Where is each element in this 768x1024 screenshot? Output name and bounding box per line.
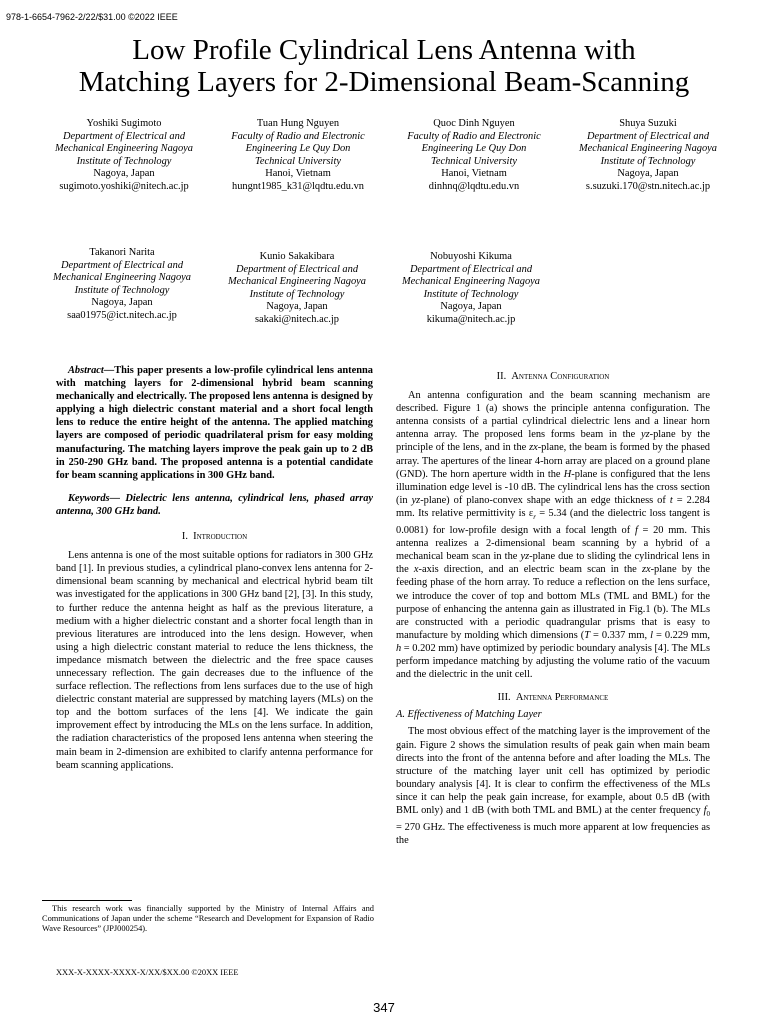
section-heading-configuration <box>396 370 710 383</box>
author-affiliation: Faculty of Radio and Electronic Engineering Le Quy Don Technical University <box>407 130 541 167</box>
author-location: Hanoi, Vietnam <box>265 168 331 180</box>
author-location: Hanoi, Vietnam <box>441 168 507 180</box>
author-email[interactable]: sugimoto.yoshiki@nitech.ac.jp <box>59 180 189 192</box>
isbn-header: 978-1-6654-7962-2/22/$31.00 ©2022 IEEE <box>6 12 178 22</box>
page-number: 347 <box>373 1000 395 1015</box>
author-affiliation: Department of Electrical and Mechanical Engineering Nagoya Institute of Technology <box>579 130 717 167</box>
abstract-label: Abstract <box>68 365 104 376</box>
author-name: Shuya Suzuki <box>619 118 677 129</box>
footnote <box>42 904 374 935</box>
author-name: Yoshiki Sugimoto <box>86 118 162 129</box>
author-email[interactable]: dinhnq@lqdtu.edu.vn <box>428 180 520 192</box>
keywords-label: Keywords <box>68 492 110 504</box>
left-column <box>56 364 373 772</box>
author-block <box>54 118 194 194</box>
author-email[interactable]: sakaki@nitech.ac.jp <box>254 313 339 325</box>
configuration-text: An antenna configuration and the beam scanning mechanism are described. Figure 1 (a) shows the principle antenna configuration. The antenna consists of a partial cylindrical dielectric lens and a linear horn antenna array. The proposed lens forms beam in the yz-plane by the principle of the lens, and in the zx-plane, the beam is formed by the phased array. The apertures of the linear 4-horn array are placed on a ground plane (GND). The horn aperture width in the H-plane is configured that the lens illumination edge level is -10 dB. The cylindrical lens has the cross section (in yz-plane) of plano-convex shape with an edge thickness of t = 2.284 mm. Its relative permittivity is $\varepsilon_r = 5.34$ (and the dielectric loss tangent is 0.0081) for low-profile design with a focal length of f = 20 mm. This antenna realizes a 2-dimensional beam scanning by a hybrid of a mechanical beam scan in the yz-plane due to sliding the cylindrical lens in the x-axis direction, and an electric beam scan in the zx-plane by the feeding phase of the horn array. To reduce a reflection on the lens surface, we introduce the cover of top and bottom MLs (TML and BML) for the purpose of enhancing the antenna gain as illustrated in Fig.1 (b). The MLs are constructed with a periodic quadrangular prisms that is easy to manufacture by molding which dimensions (T = 0.337 mm, l = 0.229 mm, h = 0.202 mm) have optimized by periodic boundary analysis [4]. The MLs perform impedance matching by adjusting the volume ratio of the vacuum and the dielectric in the unit cell. <box>396 390 711 681</box>
footnote-rule <box>42 900 132 901</box>
keywords-text: — Dielectric lens antenna, cylindrical lens, phased array antenna, 300 GHz band. <box>56 492 373 517</box>
title-line-1: Low Profile Cylindrical Lens Antenna with <box>132 34 636 66</box>
author-block <box>228 118 368 194</box>
keywords <box>56 492 373 518</box>
author-name: Takanori Narita <box>89 247 155 258</box>
introduction-text: Lens antenna is one of the most suitable options for radiators in 300 GHz band [1]. In previous studies, a cylindrical plano-convex lens antenna for 2-dimensional beam scanning by mechanical and electrical hybrid beam tilt was investigated for the applications in 300 GHz band [2], [3]. In this study, to further reduce the antenna height as half as the previous literature, a medium with a higher dielectric constant and a shorter focal length than in previous literatures are introduced into the lens design. However, when using a high dielectric constant material to reduce the lens thickness, the impedance mismatch between the dielectric and the free space causes unnecessary reflection. The gain decreases due to the influence of the surface reflection. The reflections from lens surfaces due to the use of high dielectric constant material are suppressed by matching layers (MLs) on the top and the bottom surfaces of the lens [4]. We indicate the gain improvement effect by introducing the MLs on the lens surface. In addition, the radiation characteristics of the proposed lens antenna when steering the main beam in 2-dimension are exhibited to clarify antenna performance for beam scanning applications. <box>56 550 373 771</box>
author-location: Nagoya, Japan <box>266 301 328 313</box>
author-email[interactable]: hungnt1985_k31@lqdtu.edu.vn <box>232 180 364 192</box>
author-email[interactable]: saa01975@ict.nitech.ac.jp <box>67 309 177 321</box>
author-email[interactable]: s.suzuki.170@stn.nitech.ac.jp <box>585 180 711 192</box>
subsection-heading: A. Effectiveness of Matching Layer <box>396 709 542 721</box>
author-name: Quoc Dinh Nguyen <box>433 118 515 129</box>
author-affiliation: Department of Electrical and Mechanical Engineering Nagoya Institute of Technology <box>228 263 366 300</box>
section-heading-introduction <box>56 530 373 543</box>
author-affiliation: Department of Electrical and Mechanical Engineering Nagoya Institute of Technology <box>53 259 191 296</box>
author-location: Nagoya, Japan <box>91 297 153 309</box>
section-title: Antenna Performance <box>515 692 609 704</box>
section-title: Antenna Configuration <box>511 371 610 382</box>
author-name: Nobuyoshi Kikuma <box>430 251 512 262</box>
author-block <box>404 118 544 194</box>
author-block <box>578 118 718 194</box>
copyright-footer: XXX-X-XXXX-XXXX-X/XX/$XX.00 ©20XX IEEE <box>56 968 239 977</box>
abstract <box>56 364 373 482</box>
author-location: Nagoya, Japan <box>617 168 679 180</box>
section-number: I. <box>181 531 188 543</box>
section-title: Introduction <box>193 531 248 543</box>
author-affiliation: Department of Electrical and Mechanical Engineering Nagoya Institute of Technology <box>402 263 540 300</box>
abstract-text: —This paper presents a low-profile cylindrical lens antenna with matching layers for 2-dimensional hybrid beam scanning mechanically and electrically. The proposed lens antenna is designed by applying a high dielectric constant material and a short focal length lens to reduce the entire height of the antenna. The applied matching layers are composed of periodic quadrilateral prism for easy molding manufacturing. The matching layers improve the peak gain up to 2 dB in 250-290 GHz band. The proposed antenna is a potential candidate for beam scanning applications in 300 GHz band. <box>56 365 373 481</box>
author-block <box>227 251 367 327</box>
section-number: II. <box>496 371 507 382</box>
section-heading-performance <box>396 691 710 704</box>
paper-title <box>0 34 768 98</box>
author-email[interactable]: kikuma@nitech.ac.jp <box>426 313 516 325</box>
author-location: Nagoya, Japan <box>440 301 502 313</box>
author-name: Kunio Sakakibara <box>259 251 335 262</box>
author-affiliation: Department of Electrical and Mechanical Engineering Nagoya Institute of Technology <box>55 130 193 167</box>
footnote-text: This research work was financially supported by the Ministry of Internal Affairs and Communications of Japan under the scheme “Research and Development for Expansion of Radio Wave Resources” (JPJ000254). <box>42 904 374 934</box>
author-block <box>52 247 192 323</box>
author-affiliation: Faculty of Radio and Electronic Engineering Le Quy Don Technical University <box>231 130 365 167</box>
author-name: Tuan Hung Nguyen <box>256 118 340 129</box>
author-block <box>401 251 541 327</box>
title-line-2: Matching Layers for 2-Dimensional Beam-Scanning <box>78 66 690 98</box>
performance-text: The most obvious effect of the matching layer is the improvement of the gain. Figure 2 shows the simulation results of peak gain when main beam directs into the front of the antenna before and after loading the MLs. The structure of the matching layer unit cell has optimized by periodic boundary analysis [4]. It is clear to confirm the effectiveness of the MLs since it can help the peak gain increase, for example, about 0.5 dB (with BML only) and 1 dB (with both TML and BML) at the center frequency $f_0 = 270$ GHz. The effectiveness is much more apparent at low frequencies as the <box>396 726 710 847</box>
author-location: Nagoya, Japan <box>93 168 155 180</box>
section-number: III. <box>497 692 511 704</box>
right-column <box>396 370 710 847</box>
